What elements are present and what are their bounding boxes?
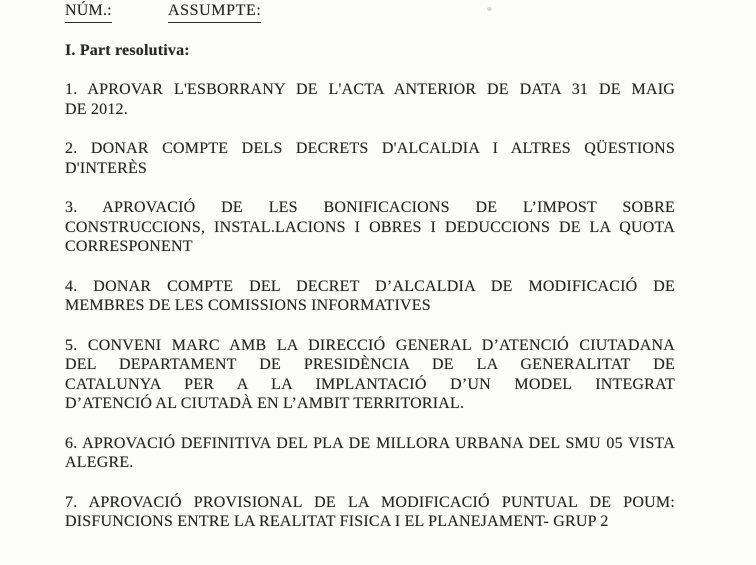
agenda-item-line: 1. APROVAR L'ESBORRANY DE L'ACTA ANTERIOR DE DATA 31 DE MAIG: [65, 81, 675, 98]
agenda-item: [65, 80, 675, 119]
agenda-items: [65, 80, 675, 532]
agenda-item-line: MEMBRES DE LES COMISSIONS INFORMATIVES: [65, 297, 431, 314]
agenda-item-line: CONSTRUCCIONS, INSTAL.LACIONS I OBRES I DEDUCCIONS DE LA QUOTA: [65, 218, 675, 236]
agenda-item-line: 5. CONVENI MARC AMB LA DIRECCIÓ GENERAL D’ATENCIÓ CIUTADANA: [65, 336, 675, 354]
agenda-item: [65, 493, 675, 532]
agenda-item-line: DEL DEPARTAMENT DE PRESIDÈNCIA DE LA GENERALITAT DE: [65, 356, 675, 373]
agenda-item-line: 6. APROVACIÓ DEFINITIVA DEL PLA DE MILLORA URBANA DEL SMU 05 VISTA: [65, 434, 675, 452]
agenda-item: [65, 139, 675, 178]
agenda-item-line: DISFUNCIONS ENTRE LA REALITAT FISICA I EL PLANEJAMENT- GRUP 2: [65, 513, 609, 530]
agenda-item: [65, 336, 675, 414]
agenda-item-line: 2. DONAR COMPTE DELS DECRETS D'ALCALDIA I ALTRES QÜESTIONS: [65, 140, 675, 157]
agenda-item-line: CATALUNYA PER A LA IMPLANTACIÓ D’UN MODEL INTEGRAT: [65, 375, 675, 393]
document-header: [65, 1, 675, 21]
agenda-item-line: 7. APROVACIÓ PROVISIONAL DE LA MODIFICACIÓ PUNTUAL DE POUM:: [65, 493, 675, 511]
agenda-item-line: 3. APROVACIÓ DE LES BONIFICACIONS DE L’IMPOST SOBRE: [65, 199, 675, 216]
agenda-item: [65, 434, 675, 473]
document-body: [65, 1, 675, 532]
agenda-item: [65, 277, 675, 316]
agenda-item-line: D'INTERÈS: [65, 159, 148, 177]
num-label: NÚM.:: [65, 1, 112, 23]
agenda-item-line: 4. DONAR COMPTE DEL DECRET D’ALCALDIA DE MODIFICACIÓ DE: [65, 277, 675, 295]
agenda-item-line: ALEGRE.: [65, 454, 134, 471]
assumpte-label: ASSUMPTE:: [168, 1, 261, 23]
agenda-item-line: D’ATENCIÓ AL CIUTADÀ EN L’AMBIT TERRITORIAL.: [65, 395, 465, 412]
agenda-item: [65, 198, 675, 257]
agenda-item-line: CORRESPONENT: [65, 238, 193, 255]
agenda-item-line: DE 2012.: [65, 100, 128, 118]
section-title: I. Part resolutiva:: [65, 41, 190, 59]
